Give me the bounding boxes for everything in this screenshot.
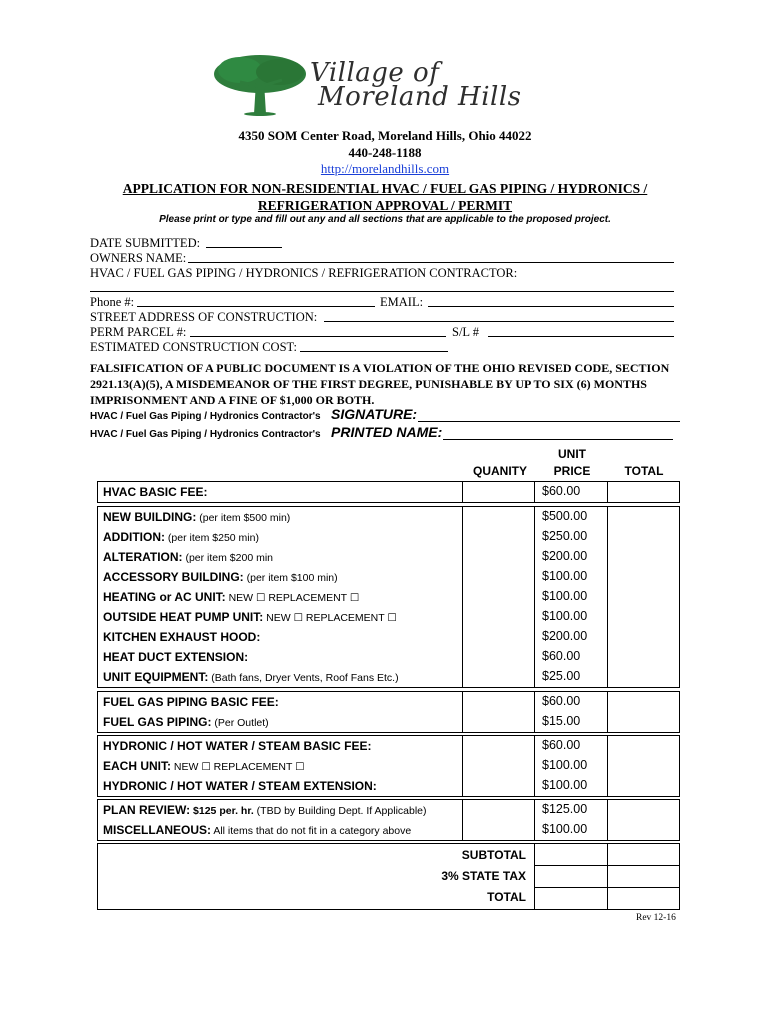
fee-item-label: HEATING or AC UNIT: NEW ☐ REPLACEMENT ☐	[103, 590, 360, 604]
total-input[interactable]	[609, 777, 678, 795]
column-divider	[534, 735, 535, 797]
quantity-input[interactable]	[464, 757, 532, 775]
grand-total-label: TOTAL	[487, 890, 526, 904]
unit-price: $100.00	[542, 778, 588, 792]
village-logo	[210, 52, 570, 116]
signature-label: SIGNATURE:	[331, 406, 418, 422]
state-tax-label: 3% STATE TAX	[441, 869, 526, 883]
quantity-input[interactable]	[464, 483, 532, 501]
total-input[interactable]	[609, 693, 678, 711]
quantity-input[interactable]	[464, 648, 532, 666]
sl-label: S/L #	[452, 325, 479, 339]
falsification-warning: FALSIFICATION OF A PUBLIC DOCUMENT IS A VIOLATION OF THE OHIO REVISED CODE, SECTION 2921.13(A)(5), A MISDEMEANOR OF THE FIRST DEGREE, PUNISHABLE BY UP TO SIX (6) MONTHS IMPRISONMENT AND A FINE OF $1,000 OR BOTH.	[90, 361, 670, 407]
quantity-input[interactable]	[464, 821, 532, 839]
street-address-label: STREET ADDRESS OF CONSTRUCTION:	[90, 310, 318, 324]
fee-table	[97, 481, 680, 911]
total-input[interactable]	[609, 628, 678, 646]
unit-price: $100.00	[542, 758, 588, 772]
fee-item-label: ACCESSORY BUILDING: (per item $100 min)	[103, 570, 338, 584]
signature-prefix: HVAC / Fuel Gas Piping / Hydronics Contractor's	[90, 411, 321, 422]
fee-item-label: OUTSIDE HEAT PUMP UNIT: NEW ☐ REPLACEMENT ☐	[103, 610, 397, 624]
quantity-input[interactable]	[464, 548, 532, 566]
total-input[interactable]	[609, 821, 678, 839]
quantity-input[interactable]	[464, 668, 532, 686]
printed-name-row	[90, 424, 442, 442]
parcel-label: PERM PARCEL #:	[90, 325, 187, 339]
unit-price: $25.00	[542, 669, 581, 683]
fee-item-label: ALTERATION: (per item $200 min	[103, 550, 274, 564]
total-input[interactable]	[609, 713, 678, 731]
column-divider	[534, 799, 535, 841]
fee-item-label: HYDRONIC / HOT WATER / STEAM EXTENSION:	[103, 779, 377, 793]
total-input[interactable]	[609, 648, 678, 666]
unit-price: $100.00	[542, 569, 588, 583]
column-divider	[607, 691, 608, 733]
quantity-input[interactable]	[464, 568, 532, 586]
fee-item-label: FUEL GAS PIPING BASIC FEE:	[103, 695, 279, 709]
unit-price: $200.00	[542, 629, 588, 643]
column-divider	[607, 843, 608, 910]
subtotal-quantity-input[interactable]	[536, 845, 605, 864]
unit-price: $100.00	[542, 822, 588, 836]
column-divider	[462, 735, 463, 797]
fee-item-label: ADDITION: (per item $250 min)	[103, 530, 259, 544]
row-divider	[534, 887, 680, 888]
quantity-input[interactable]	[464, 588, 532, 606]
quantity-input[interactable]	[464, 608, 532, 626]
parcel-field[interactable]	[190, 336, 446, 337]
total-input[interactable]	[609, 801, 678, 819]
quantity-header: QUANITY	[473, 464, 527, 478]
column-divider	[607, 481, 608, 503]
signature-field[interactable]	[418, 421, 680, 422]
total-input[interactable]	[609, 568, 678, 586]
column-divider	[607, 799, 608, 841]
quantity-input[interactable]	[464, 713, 532, 731]
column-divider	[534, 843, 535, 910]
printed-name-field[interactable]	[443, 439, 673, 440]
column-divider	[462, 799, 463, 841]
unit-price: $60.00	[542, 694, 581, 708]
printed-name-prefix: HVAC / Fuel Gas Piping / Hydronics Contractor's	[90, 429, 321, 440]
quantity-input[interactable]	[464, 528, 532, 546]
column-divider	[462, 691, 463, 733]
fee-item-label: KITCHEN EXHAUST HOOD:	[103, 630, 261, 644]
column-divider	[607, 506, 608, 688]
total-input[interactable]	[609, 668, 678, 686]
unit-price: $100.00	[542, 609, 588, 623]
form-title-line-2: REFRIGERATION APPROVAL / PERMIT	[257, 198, 513, 213]
logo-line-2: Moreland Hills	[318, 82, 522, 112]
date-submitted-field[interactable]	[206, 247, 282, 248]
fee-item-label: HYDRONIC / HOT WATER / STEAM BASIC FEE:	[103, 739, 372, 753]
total-input[interactable]	[609, 483, 678, 501]
total-input[interactable]	[609, 588, 678, 606]
printed-name-label: PRINTED NAME:	[331, 424, 443, 440]
sl-field[interactable]	[488, 336, 674, 337]
office-address: 4350 SOM Center Road, Moreland Hills, Ohio 44022	[238, 128, 532, 143]
owners-name-label: OWNERS NAME:	[90, 251, 187, 265]
email-label: EMAIL:	[380, 295, 424, 309]
column-divider	[534, 506, 535, 688]
unit-price: $250.00	[542, 529, 588, 543]
total-quantity-input[interactable]	[536, 889, 605, 908]
fee-item-label: MISCELLANEOUS: All items that do not fit in a category above	[103, 823, 412, 837]
quantity-input[interactable]	[464, 693, 532, 711]
tax-amount-input[interactable]	[609, 867, 678, 886]
total-amount-input[interactable]	[609, 889, 678, 908]
logo-line-1: Village of	[310, 58, 440, 88]
email-field[interactable]	[428, 306, 674, 307]
quantity-input[interactable]	[464, 777, 532, 795]
phone-label: Phone #:	[90, 295, 135, 309]
unit-header: UNIT	[558, 447, 586, 461]
signature-row	[90, 406, 417, 424]
contractor-label: HVAC / FUEL GAS PIPING / HYDRONICS / REFRIGERATION CONTRACTOR:	[90, 266, 518, 280]
unit-price: $100.00	[542, 589, 588, 603]
fee-item-label: UNIT EQUIPMENT: (Bath fans, Dryer Vents, Roof Fans Etc.)	[103, 670, 399, 684]
estimated-cost-field[interactable]	[300, 351, 448, 352]
form-instructions: Please print or type and fill out any and all sections that are applicable to the proposed project.	[159, 214, 611, 225]
website-link[interactable]: http://morelandhills.com	[320, 161, 450, 176]
estimated-cost-label: ESTIMATED CONSTRUCTION COST:	[90, 340, 298, 354]
total-input[interactable]	[609, 737, 678, 755]
price-header: PRICE	[553, 464, 591, 478]
quantity-input[interactable]	[464, 801, 532, 819]
total-input[interactable]	[609, 548, 678, 566]
unit-price: $500.00	[542, 509, 588, 523]
tax-quantity-input[interactable]	[536, 867, 605, 886]
fee-item-label: EACH UNIT: NEW ☐ REPLACEMENT ☐	[103, 759, 305, 773]
fee-item-label: HEAT DUCT EXTENSION:	[103, 650, 249, 664]
owners-name-field[interactable]	[188, 262, 674, 263]
total-input[interactable]	[609, 508, 678, 526]
total-input[interactable]	[609, 528, 678, 546]
office-phone: 440-248-1188	[348, 145, 422, 160]
unit-price: $60.00	[542, 649, 581, 663]
quantity-input[interactable]	[464, 737, 532, 755]
fee-item-label: PLAN REVIEW: $125 per. hr. (TBD by Building Dept. If Applicable)	[103, 803, 427, 817]
date-submitted-label: DATE SUBMITTED:	[90, 236, 201, 250]
tree-icon	[210, 52, 310, 116]
unit-price: $125.00	[542, 802, 588, 816]
column-divider	[534, 481, 535, 503]
column-divider	[462, 506, 463, 688]
total-header: TOTAL	[624, 464, 664, 478]
subtotal-label: SUBTOTAL	[461, 848, 526, 862]
quantity-input[interactable]	[464, 628, 532, 646]
unit-price: $200.00	[542, 549, 588, 563]
total-input[interactable]	[609, 608, 678, 626]
contractor-field[interactable]	[90, 291, 674, 292]
phone-field[interactable]	[137, 306, 375, 307]
column-divider	[607, 735, 608, 797]
total-input[interactable]	[609, 757, 678, 775]
street-address-field[interactable]	[324, 321, 674, 322]
column-divider	[534, 691, 535, 733]
form-title-line-1: APPLICATION FOR NON-RESIDENTIAL HVAC / FUEL GAS PIPING / HYDRONICS /	[122, 181, 648, 196]
subtotal-amount-input[interactable]	[609, 845, 678, 864]
unit-price: $60.00	[542, 738, 581, 752]
fee-item-label: HVAC BASIC FEE:	[103, 485, 208, 499]
unit-price: $60.00	[542, 484, 581, 498]
fee-item-label: FUEL GAS PIPING: (Per Outlet)	[103, 715, 269, 729]
unit-price: $15.00	[542, 714, 581, 728]
row-divider	[534, 865, 680, 866]
column-divider	[462, 481, 463, 503]
quantity-input[interactable]	[464, 508, 532, 526]
revision-label: Rev 12-16	[636, 913, 676, 923]
fee-item-label: NEW BUILDING: (per item $500 min)	[103, 510, 291, 524]
